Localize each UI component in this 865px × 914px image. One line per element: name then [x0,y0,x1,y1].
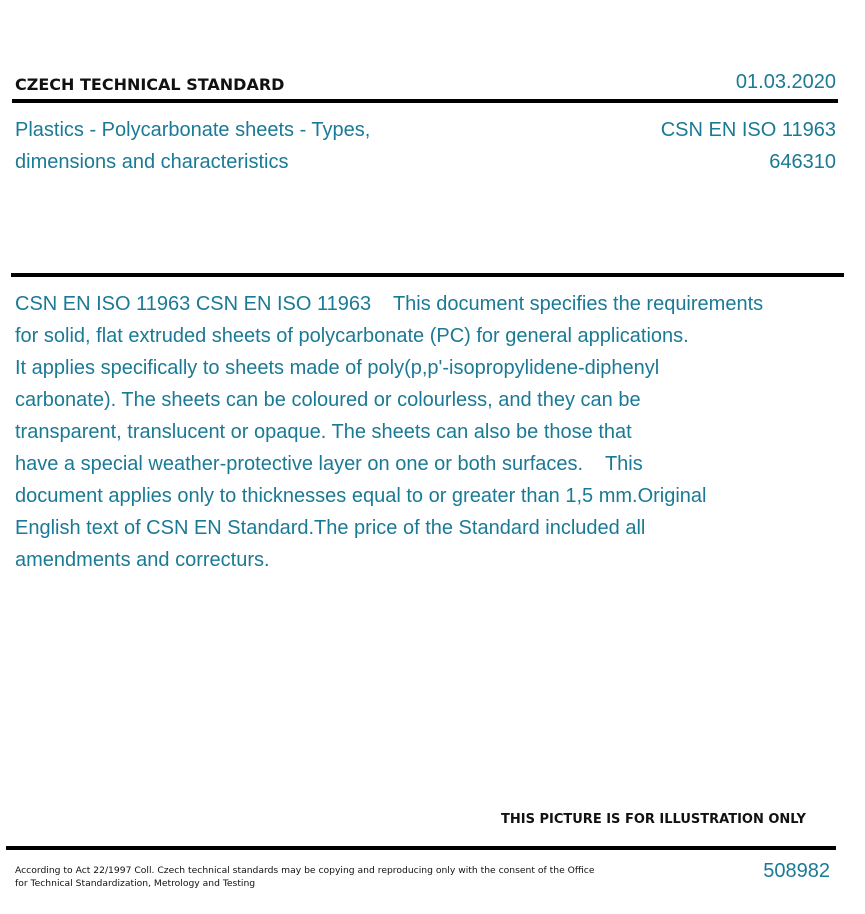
header-divider [12,99,838,103]
legal-notice-line: for Technical Standardization, Metrology and Testing [15,878,256,889]
footer-reference-number: 508982 [763,860,830,882]
abstract-line: document applies only to thicknesses equal to or greater than 1,5 mm.Original [15,485,707,507]
illustration-disclaimer: THIS PICTURE IS FOR ILLUSTRATION ONLY [501,812,806,827]
document-identifiers [661,114,836,178]
abstract-line: carbonate). The sheets can be coloured or colourless, and they can be [15,389,641,411]
section-divider [11,273,844,277]
abstract-line: It applies specifically to sheets made of poly(p,p'-isopropylidene-diphenyl [15,357,660,379]
abstract-line: amendments and correcturs. [15,549,270,571]
footer-divider [6,846,836,850]
publication-date: 01.03.2020 [735,71,836,93]
document-title [15,114,445,178]
abstract-line: transparent, translucent or opaque. The sheets can also be those that [15,421,632,443]
standard-type-heading: CZECH TECHNICAL STANDARD [15,75,285,94]
document-title-line: dimensions and characteristics [15,151,289,173]
standard-code: CSN EN ISO 11963 [660,119,836,141]
legal-notice-line: According to Act 22/1997 Coll. Czech technical standards may be copying and reproducing only with the consent of the Office [15,865,595,876]
catalog-number: 646310 [769,151,836,173]
abstract-line: English text of CSN EN Standard.The price of the Standard included all [15,517,646,539]
abstract-text [15,288,825,576]
legal-notice [15,864,595,890]
abstract-line: have a special weather-protective layer on one or both surfaces. This [15,453,643,475]
abstract-line: for solid, flat extruded sheets of polycarbonate (PC) for general applications. [15,325,689,347]
document-title-line: Plastics - Polycarbonate sheets - Types, [15,119,371,141]
abstract-line: CSN EN ISO 11963 CSN EN ISO 11963 This document specifies the requirements [15,293,764,315]
